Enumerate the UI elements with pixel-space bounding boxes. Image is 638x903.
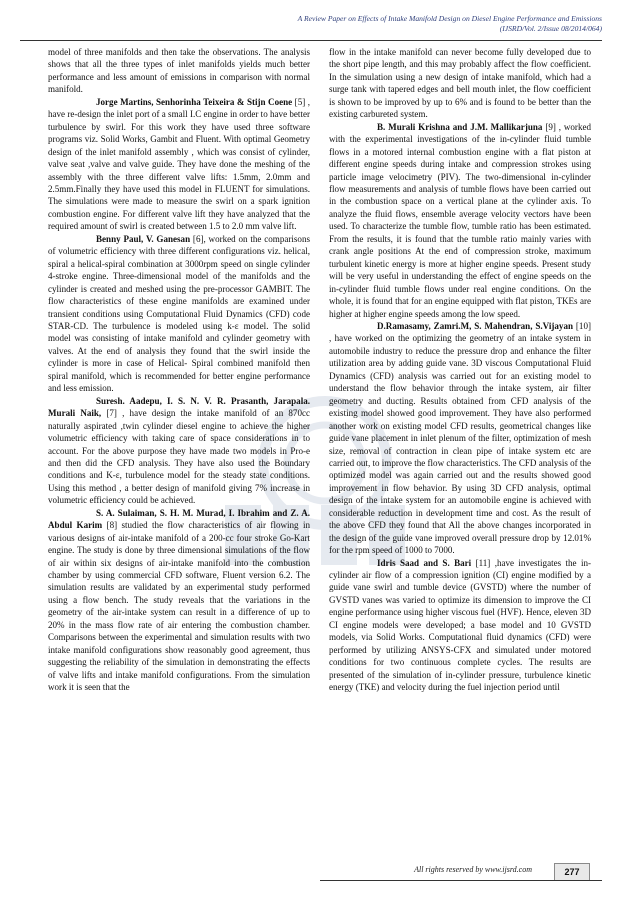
authors: Suresh. Aadepu, I. S. N. V. R. Prasanth, Jarapala. Murali Naik, (48, 395, 310, 419)
header-rule (20, 40, 602, 41)
authors: Jorge Martins, Senhorinha Teixeira & Stijn Coene (96, 96, 293, 107)
page-number: 277 (554, 863, 590, 881)
paragraph (48, 96, 310, 233)
paragraph (329, 557, 591, 694)
paragraph (48, 233, 310, 395)
paragraph-body: [7] , have design the intake manifold of an 870cc naturally aspirated ,twin cylinder diesel engine to achieve the higher volumetric efficiency with taking care of space considerations in to account. For the above purpose they have made two models in Pro-e and then did the CFD analysis. They have also used the Boundary conditions and K-ε, turbulence model for the steady state conditions. Using this method , a better design of manifold giving 7% increase in volumetric efficiency could be achieved. (48, 408, 310, 506)
paragraph (329, 121, 591, 320)
authors: D.Ramasamy, Zamri.M, S. Mahendran, S.Vijayan (377, 320, 574, 331)
paragraph (48, 395, 310, 507)
paragraph: flow in the intake manifold can never become fully developed due to the short pipe length, and this may probably affect the flow coefficient. In the simulation using a new design of intake manifold, which had a surge tank with tapered edges and bell mouth inlet, the flow coefficient is shown to be improved by up to 6% and is found to be better than the existing carbureted system. (329, 47, 591, 120)
footer-rule (320, 880, 602, 881)
authors: Benny Paul, V. Ganesan (96, 233, 191, 244)
journal-info: (IJSRD/Vol. 2/Issue 08/2014/064) (499, 24, 602, 33)
left-column (48, 46, 310, 694)
page-footer (320, 863, 602, 881)
paragraph (329, 320, 591, 557)
paragraph-body: [5] , have re-design the inlet port of a small I.C engine in order to have better turbulence by swirl. For this work they have used three software programs viz. Solid Works, Gambit and Fluent. With optimal Geometry design of the inlet manifold assembly , which was consist of cylinder, valve seat ,valve and valve guide. They have done the meshing of the assembly with the three different valve lifts: 1.5mm, 2.0mm and 2.5mm.Finally they have used this model in FLUENT for simulations. The simulations were made to measure the swirl on a spark ignition combustion engine. For different valve lift they have analyzed that the required amount of swirl is created between 1.5 to 2.0 mm valve lift. (48, 96, 310, 232)
paragraph-body: [9] , worked with the experimental investigations of the in-cylinder fluid tumble flows in a motored internal combustion engine with a flat piston at different engine speeds during intake and compression strokes using particle image velocimetry (PIV). The two-dimensional in-cylinder flow measurements and analysis of tumble flows have been carried out in the combustion space on a vertical plane at the cylinder axis. To analyze the fluid flows, ensemble average velocity vectors have been used. To characterize the tumble flow, tumble ratio has been estimated. From the results, it is found that the tumble ratio mainly varies with crank angle positions At the end of compression stroke, maximum turbulent kinetic energy is more at higher engine speeds. Present study will be very useful in understanding the effect of engine speeds on the in-cylinder fluid tumble flows under real engine conditions. On the whole, it is found that for an engine equipped with flat piston, TKEs are higher at higher engine speeds among the low speed. (329, 121, 592, 319)
copyright-text: All rights reserved by www.ijsrd.com (414, 865, 532, 874)
authors: Idris Saad and S. Bari (377, 557, 472, 568)
authors: B. Murali Krishna and J.M. Mallikarjuna (377, 121, 543, 132)
paragraph-body: [11] ,have investigates the in-cylinder air flow of a compression ignition (CI) engine modified by a guide vane swirl and tumble device (GVSTD) where the number of GVSTD vanes was varied to optimize its dimension to improve the CI engine performance using higher viscous fuel (HVF). Hence, eleven 3D CI engine models were developed; a base model and 10 GVSTD models, via Solid Works. Computational fluid dynamics (CFD) were performed by utilizing ANSYS-CFX and simulated under motored conditions for two continuous complete cycles. The results are presented of the simulation of in-cylinder pressure, turbulence kinetic energy (TKE) and velocity during the fuel injection period until (329, 557, 591, 693)
paragraph-body: [8] studied the flow characteristics of air flowing in various designs of air-intake manifold of a 200-cc four stroke Go-Kart engine. The study is done by three dimensional simulations of the flow of air within six designs of air-intake manifold into the combustion chamber by using commercial CFD software, Fluent version 6.2. The simulation results are validated by an experimental study performed using a flow bench. The study reveals that the variations in the geometry of the air-intake system can result in a difference of up to 20% in the mass flow rate of air entering the combustion chamber. Comparisons between the experimental and simulation results with two intake manifold configurations show reasonably good agreement, thus suggesting the reliability of the simulation in demonstrating the effects of valve lifts and intake manifold configurations. From the simulation work it is seen that the (48, 520, 311, 693)
right-column (329, 46, 591, 694)
paragraph-body: [6], worked on the comparisons of volumetric efficiency with three different configurations viz. helical, spiral a helical-spiral combination at 3000rpm speed on single cylinder 4-stroke engine. Three-dimensional model of the manifolds and the cylinder is created and meshed using the pre-processor GAMBIT. The flow characteristics of these engine manifolds are examined under transient conditions using Computational Fluid Dynamics (CFD) code STAR-CD. The turbulence is modeled using k-ε model. The solid model was consisting of intake manifold and cylinder geometry with valves. At the end of analysis they found that the swirl inside the cylinder is more in case of Helical- Spiral combined manifold then spiral manifold, which is recommended for better engine performance and less emission. (48, 233, 310, 394)
paragraph (48, 507, 310, 694)
paper-title-header: A Review Paper on Effects of Intake Manifold Design on Diesel Engine Performance and Emissions (297, 14, 602, 23)
paragraph: model of three manifolds and then take the observations. The analysis shows that all the three types of inlet manifolds yields much better performance and less amount of emissions in comparison with normal manifold. (48, 47, 310, 95)
authors: S. A. Sulaiman, S. H. M. Murad, I. Ibrahim and Z. A. Abdul Karim (48, 507, 310, 531)
running-header (298, 14, 602, 34)
paragraph-body: [10] , have worked on the optimizing the geometry of an intake system in automobile industry to reduce the pressure drop and enhance the filter utilization area by adding guide vane. 3D viscous Computational Fluid Dynamics (CFD) analysis was carried out for an existing model to understand the flow behavior through the intake system, air filter geometry and ducting. Results obtained from CFD analysis of the existing model showed good improvement. They have also performed another work on existing model CFD results, geometrical changes like guide vane placement in inlet plenum of the filter, optimization of mesh size, removal of contraction in clean pipe of intake system etc are carried out, to improve the flow characteristics. The CFD analysis of the optimized model was again carried out and the results showed good improvement in flow behavior. By using 3D CFD analysis, optimal design of the intake system for an automobile engine is achieved with considerable reduction in development time and cost. As the result of the above CFD they found that All the above changes incorporated in the design of the guide vane improved overall pressure drop by 12.01% for the rpm speed of 1000 to 7000. (329, 320, 591, 556)
